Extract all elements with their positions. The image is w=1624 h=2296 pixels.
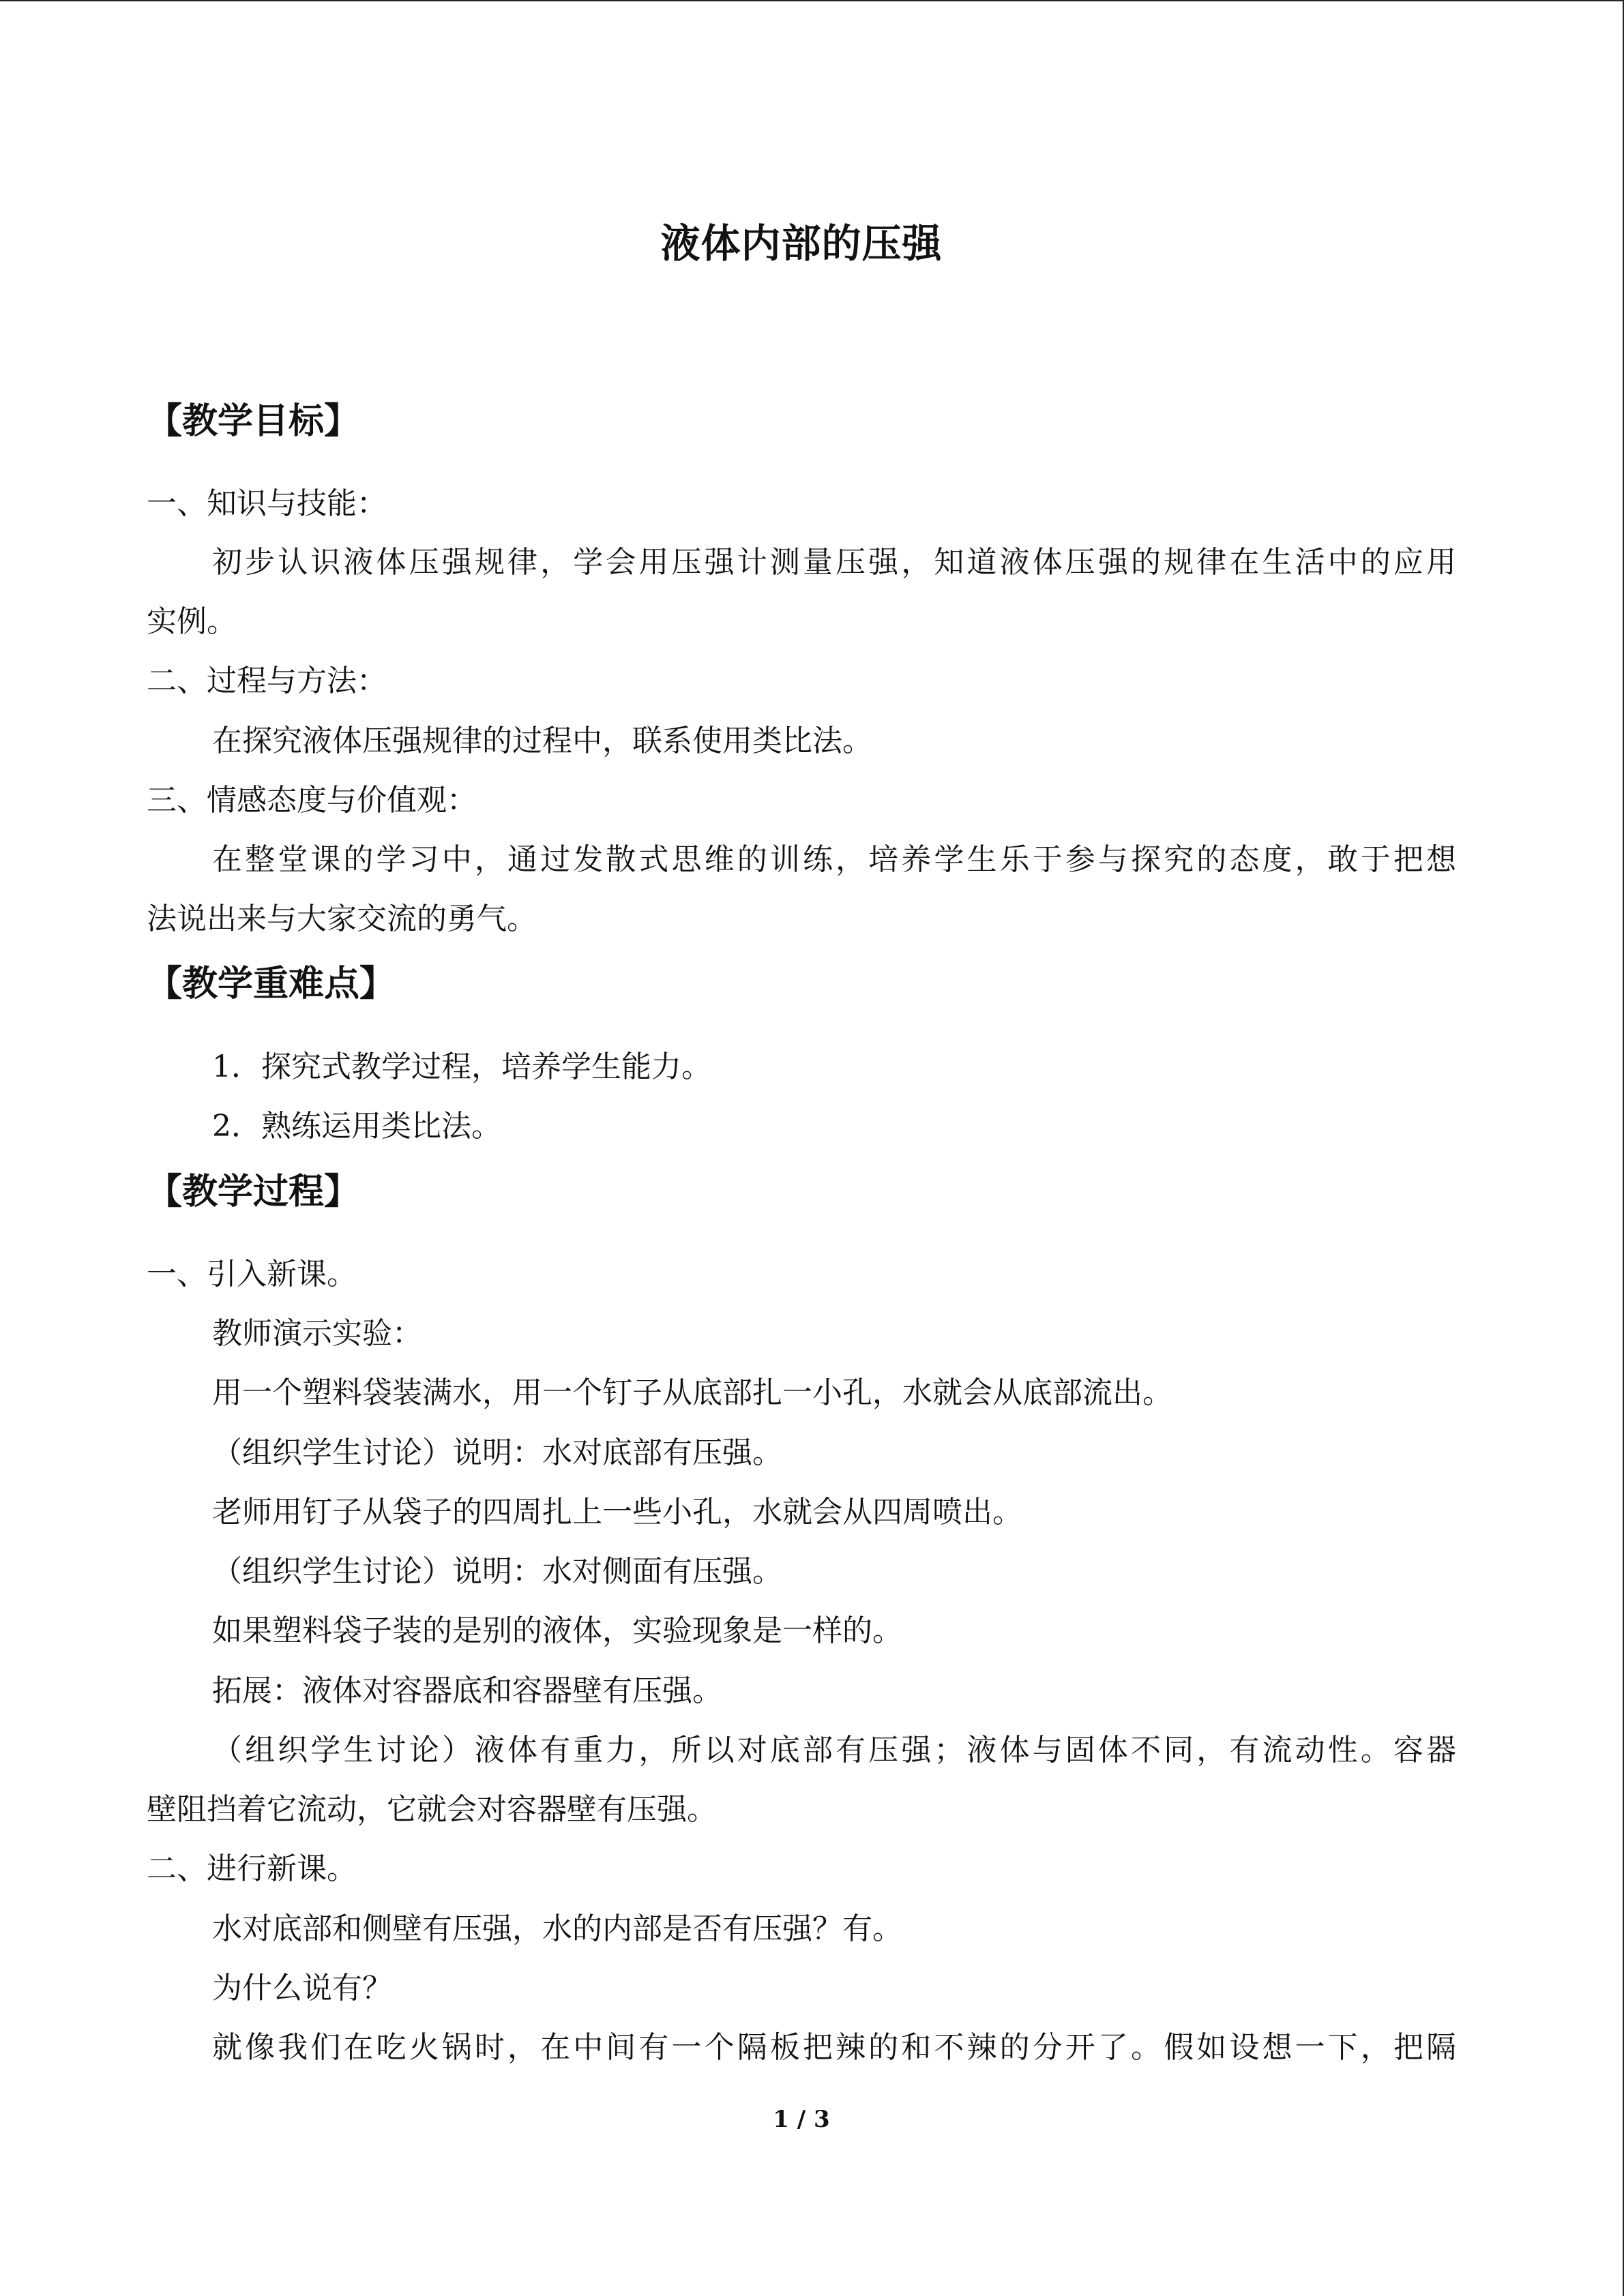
process-paragraph-3: （组织学生讨论）说明：水对底部有压强。 — [212, 1435, 782, 1470]
objective-text-knowledge-line2: 实例。 — [147, 604, 237, 639]
process-paragraph-10: 为什么说有？ — [212, 1971, 392, 2006]
key-point-1: 1．探究式教学过程，培养学生能力。 — [212, 1049, 711, 1084]
objective-text-knowledge-line1: 初步认识液体压强规律，学会用压强计测量压强，知道液体压强的规律在生活中的应用 — [212, 545, 1456, 580]
section-heading-key-points: 【教学重难点】 — [147, 963, 396, 1004]
process-paragraph-8-line2: 壁阻挡着它流动，它就会对容器壁有压强。 — [147, 1792, 717, 1827]
process-paragraph-1: 教师演示实验： — [212, 1316, 422, 1351]
process-paragraph-4: 老师用钉子从袋子的四周扎上一些小孔，水就会从四周喷出。 — [212, 1495, 1022, 1530]
key-point-2: 2．熟练运用类比法。 — [212, 1109, 501, 1144]
process-part1-label: 一、引入新课。 — [147, 1257, 357, 1292]
process-paragraph-11: 就像我们在吃火锅时，在中间有一个隔板把辣的和不辣的分开了。假如设想一下，把隔 — [212, 2030, 1456, 2065]
process-paragraph-2: 用一个塑料袋装满水，用一个钉子从底部扎一小孔，水就会从底部流出。 — [212, 1375, 1172, 1410]
process-paragraph-7: 拓展：液体对容器底和容器壁有压强。 — [212, 1673, 722, 1708]
document-title: 液体内部的压强 — [660, 220, 943, 267]
objective-label-process: 二、过程与方法： — [147, 664, 387, 698]
objective-text-attitude-line2: 法说出来与大家交流的勇气。 — [147, 901, 537, 936]
process-paragraph-9: 水对底部和侧壁有压强，水的内部是否有压强？有。 — [212, 1911, 902, 1946]
process-paragraph-8-line1: （组织学生讨论）液体有重力，所以对底部有压强；液体与固体不同，有流动性。容器 — [212, 1733, 1456, 1768]
section-heading-process: 【教学过程】 — [147, 1171, 360, 1212]
objective-label-knowledge: 一、知识与技能： — [147, 486, 387, 521]
process-paragraph-5: （组织学生讨论）说明：水对侧面有压强。 — [212, 1554, 782, 1589]
objective-text-process: 在探究液体压强规律的过程中，联系使用类比法。 — [212, 724, 872, 758]
objective-text-attitude-line1: 在整堂课的学习中，通过发散式思维的训练，培养学生乐于参与探究的态度，敢于把想 — [212, 842, 1456, 877]
page-indicator: 1 / 3 — [773, 2106, 830, 2133]
process-paragraph-6: 如果塑料袋子装的是别的液体，实验现象是一样的。 — [212, 1613, 902, 1648]
objective-label-attitude: 三、情感态度与价值观： — [147, 783, 477, 818]
section-heading-objectives: 【教学目标】 — [147, 400, 360, 442]
process-part2-label: 二、进行新课。 — [147, 1851, 357, 1886]
